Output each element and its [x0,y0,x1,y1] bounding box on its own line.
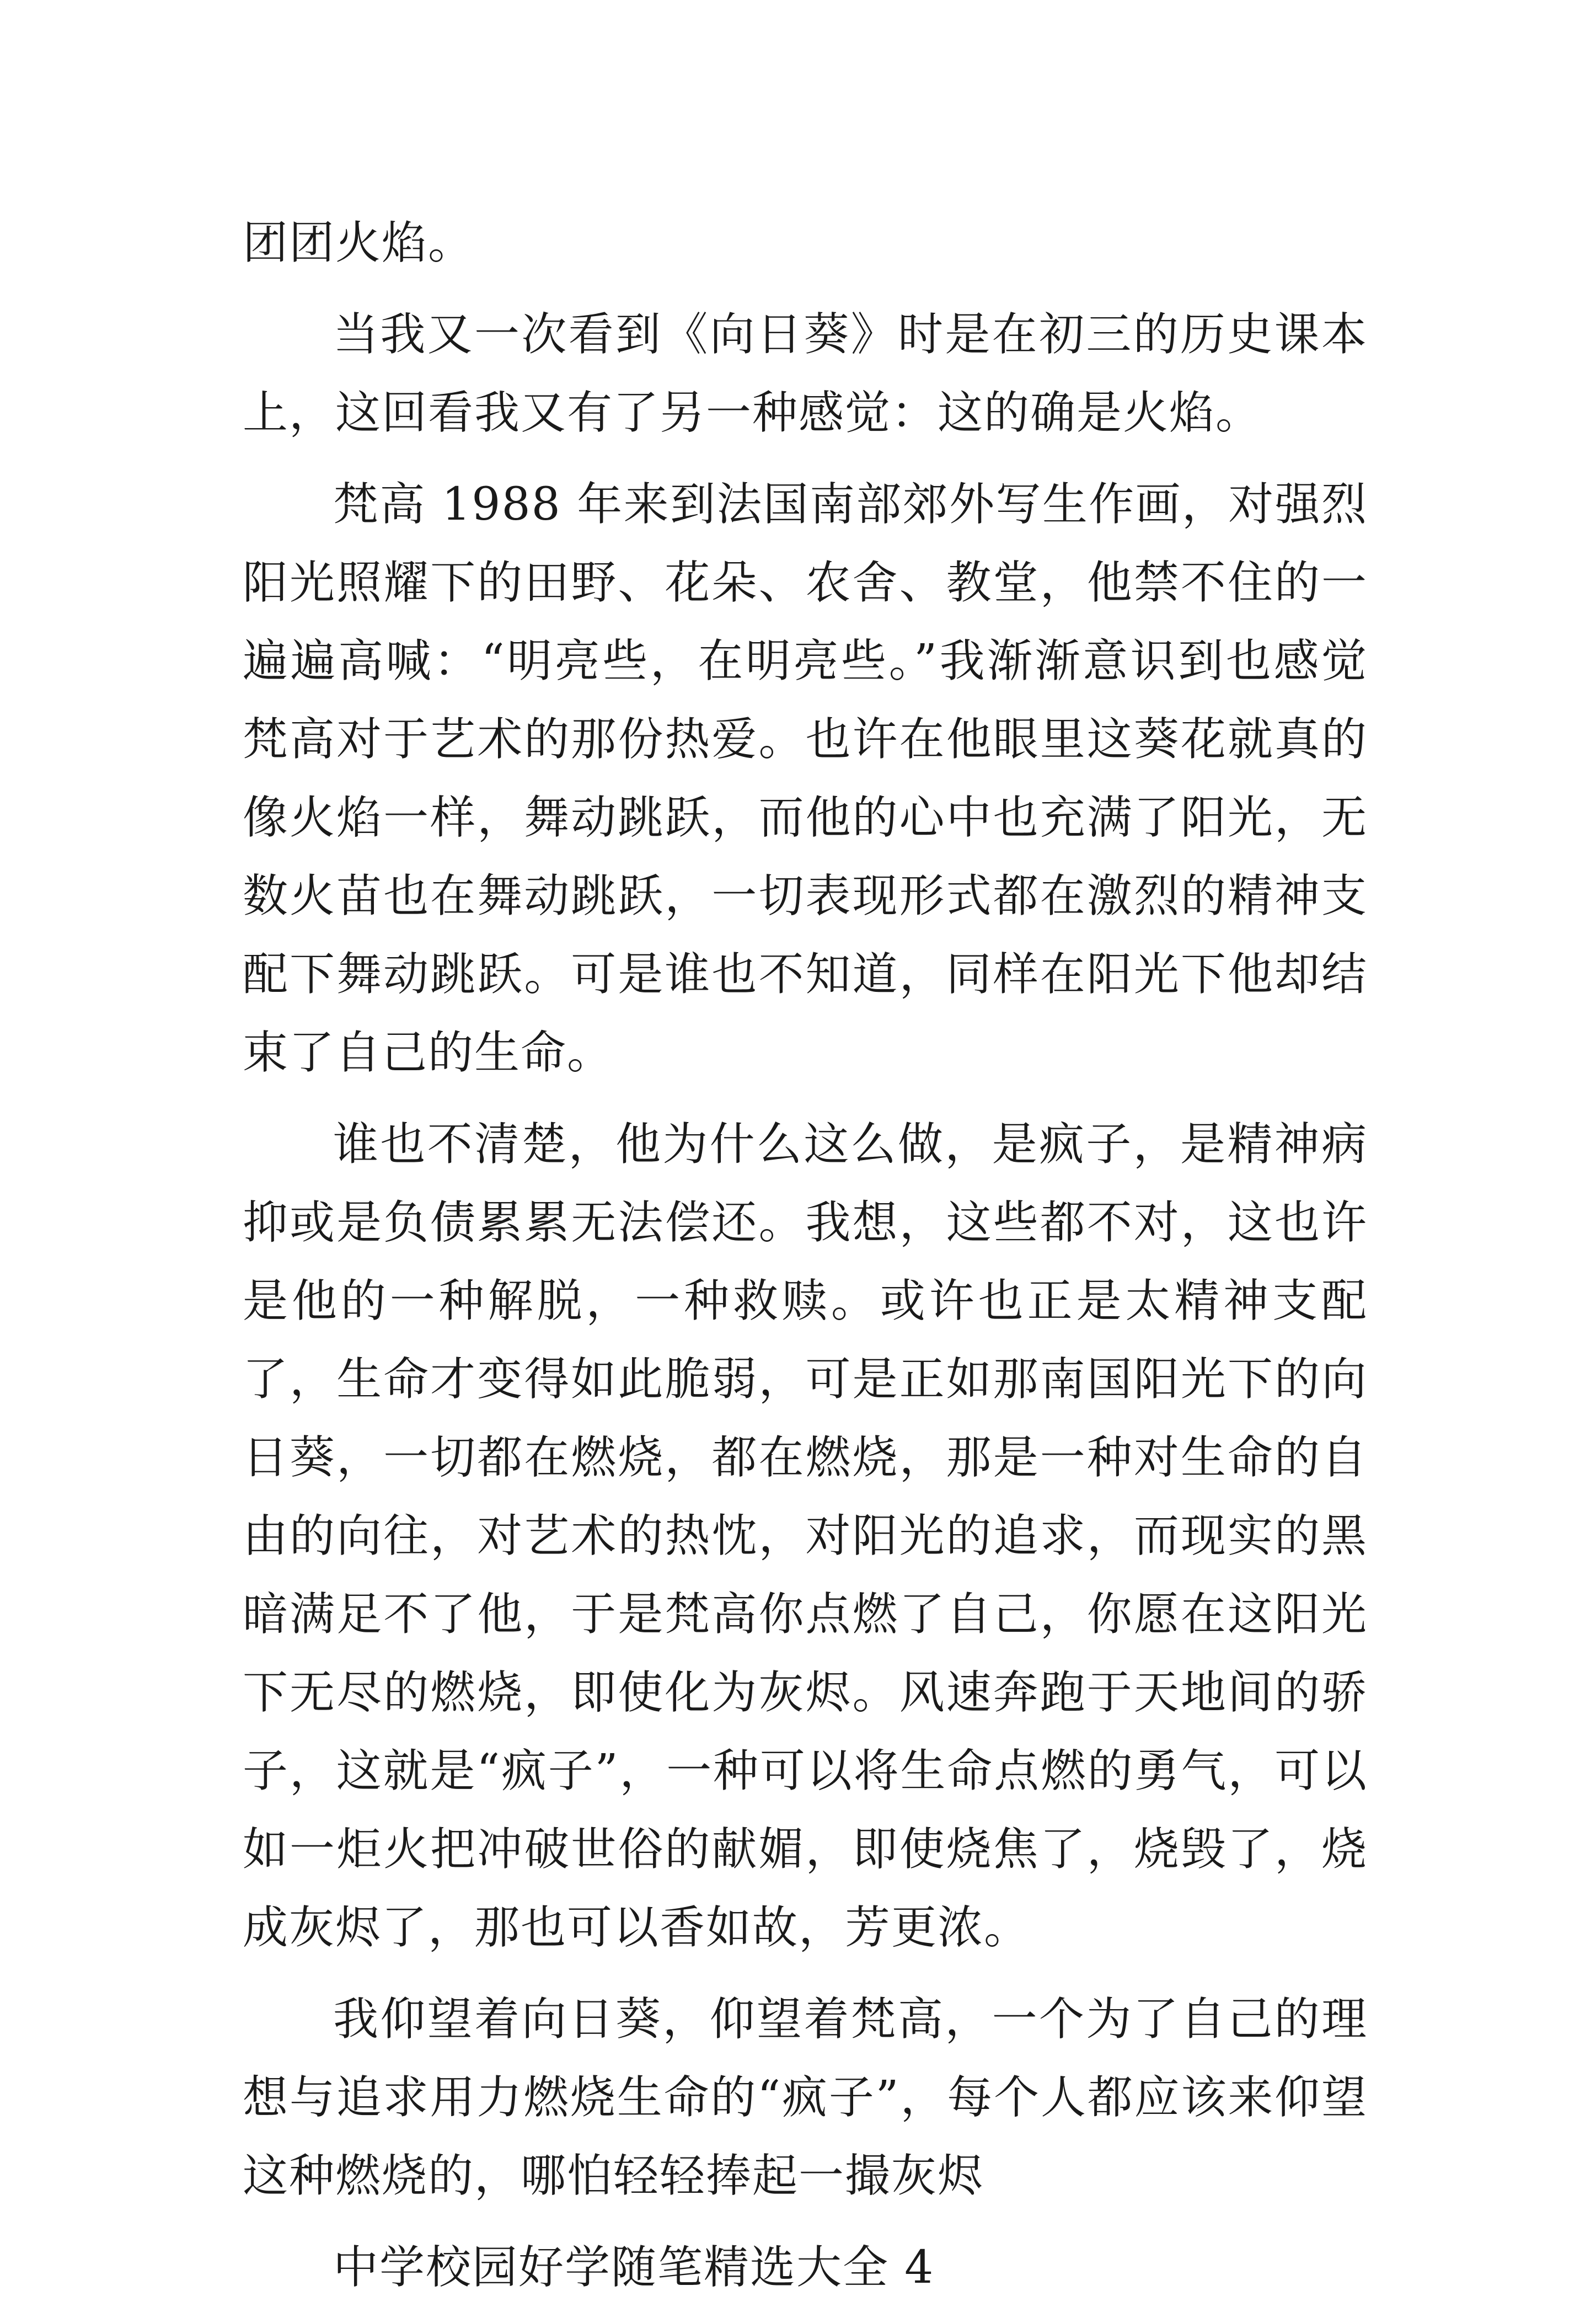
paragraph-5: 我仰望着向日葵，仰望着梵高，一个为了自己的理想与追求用力燃烧生命的“疯子”，每个人都应该来仰望这种燃烧的，哪怕轻轻捧起一撮灰烬 [243,1993,1368,2202]
section-heading: 中学校园好学随笔精选大全 4 [333,2241,935,2294]
paragraph-1: 团团火焰。 [243,217,475,269]
document-body [243,204,1368,2307]
paragraph-4: 谁也不清楚，他为什么这么做，是疯子，是精神病抑或是负债累累无法偿还。我想，这些都不对，这也许是他的一种解脱，一种救赎。或许也正是太精神支配了，生命才变得如此脆弱，可是正如那南国阳光下的向日葵，一切都在燃烧，都在燃烧，那是一种对生命的自由的向往，对艺术的热忱，对阳光的追求，而现实的黑暗满足不了他，于是梵高你点燃了自己，你愿在这阳光下无尽的燃烧，即使化为灰烬。风速奔跑于天地间的骄子，这就是“疯子”，一种可以将生命点燃的勇气，可以如一炬火把冲破世俗的献媚，即使烧焦了，烧毁了，烧成灰烬了，那也可以香如故，芳更浓。 [243,1118,1368,1954]
paragraph-3: 梵高 1988 年来到法国南部郊外写生作画，对强烈阳光照耀下的田野、花朵、农舍、教堂，他禁不住的一遍遍高喊：“明亮些，在明亮些。”我渐渐意识到也感觉梵高对于艺术的那份热爱。也许在他眼里这葵花就真的像火焰一样，舞动跳跃，而他的心中也充满了阳光，无数火苗也在舞动跳跃，一切表现形式都在激烈的精神支配下舞动跳跃。可是谁也不知道，同样在阳光下他却结束了自己的生命。 [243,478,1368,1079]
paragraph-2: 当我又一次看到《向日葵》时是在初三的历史课本上，这回看我又有了另一种感觉：这的确是火焰。 [243,308,1368,439]
